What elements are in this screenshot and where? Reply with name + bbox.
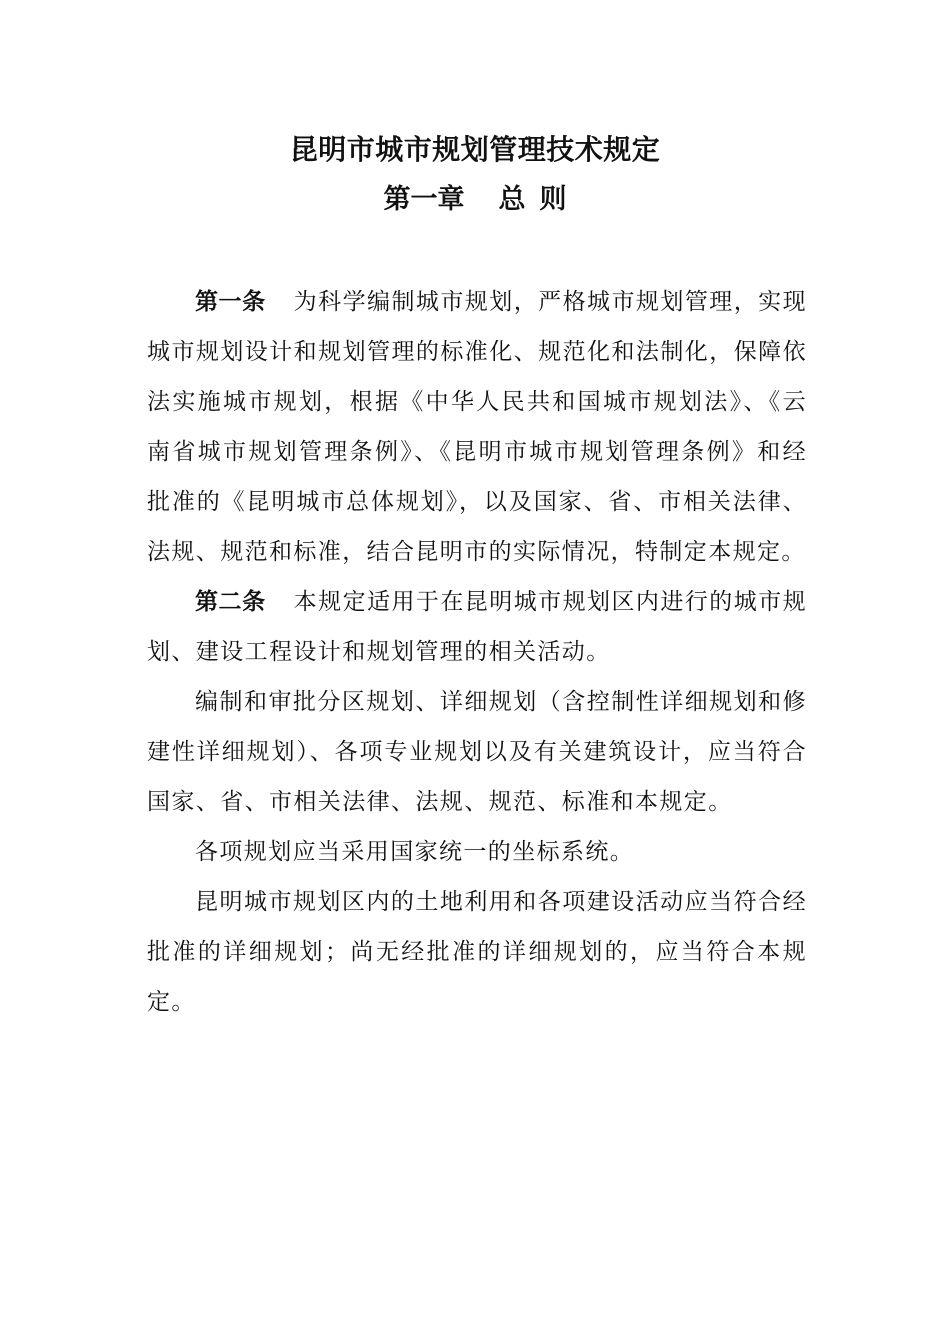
article-1-heading: 第一条 — [195, 289, 266, 315]
body-paragraph — [147, 827, 807, 877]
paragraph-text: 昆明城市规划区内的土地利用和各项建设活动应当符合经批准的详细规划；尚无经批准的详细规划的，应当符合本规定。 — [147, 889, 807, 1015]
document-title: 昆明市城市规划管理技术规定 — [289, 133, 661, 166]
article-1-text: 为科学编制城市规划，严格城市规划管理，实现城市规划设计和规划管理的标准化、规范化和法制化，保障依法实施城市规划，根据《中华人民共和国城市规划法》、《云南省城市规划管理条例》、《昆明市城市规划管理条例》和经批准的《昆明城市总体规划》，以及国家、省、市相关法律、法规、规范和标准，结合昆明市的实际情况，特制定本规定。 — [147, 289, 807, 565]
paragraph-text: 编制和审批分区规划、详细规划（含控制性详细规划和修建性详细规划）、各项专业规划以及有关建筑设计，应当符合国家、省、市相关法律、法规、规范、标准和本规定。 — [147, 689, 807, 815]
body-paragraph — [147, 877, 807, 1027]
chapter-number: 第一章 — [383, 184, 465, 215]
chapter-name-part1: 总 — [498, 184, 526, 215]
article-1-paragraph — [147, 277, 807, 577]
document-body — [147, 277, 807, 1027]
chapter-name-part2: 则 — [539, 184, 567, 215]
article-2-paragraph — [147, 577, 807, 677]
chapter-heading — [0, 180, 950, 220]
article-2-heading: 第二条 — [195, 589, 266, 615]
paragraph-text: 各项规划应当采用国家统一的坐标系统。 — [195, 839, 635, 865]
body-paragraph — [147, 677, 807, 827]
article-2-text: 本规定适用于在昆明城市规划区内进行的城市规划、建设工程设计和规划管理的相关活动。 — [147, 589, 807, 665]
